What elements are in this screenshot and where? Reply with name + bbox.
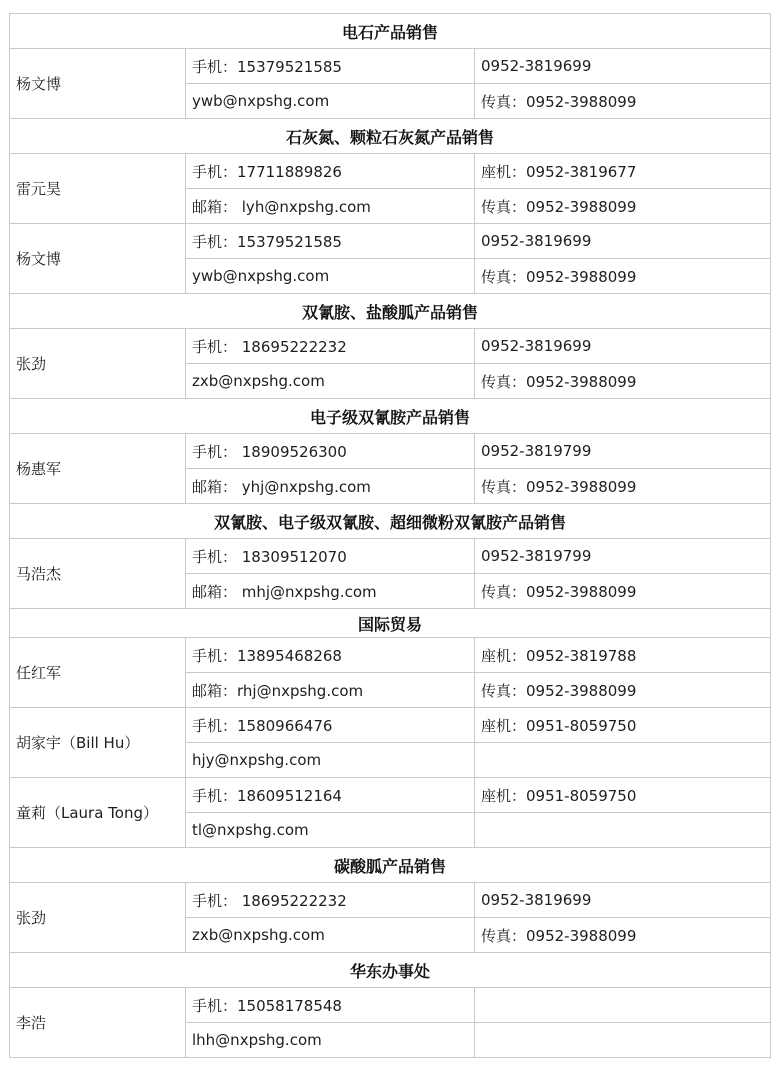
mobile-cell: 手机：15379521585	[186, 49, 475, 84]
section-title: 华东办事处	[10, 953, 771, 988]
landline-cell	[475, 988, 771, 1023]
section-title: 石灰氮、颗粒石灰氮产品销售	[10, 119, 771, 154]
section-header-row	[10, 504, 771, 539]
email-cell: 邮箱： lyh@nxpshg.com	[186, 189, 475, 224]
contact-name: 杨文博	[10, 49, 186, 119]
email-cell: lhh@nxpshg.com	[186, 1023, 475, 1058]
mobile-cell: 手机：13895468268	[186, 638, 475, 673]
landline-cell: 0952-3819799	[475, 539, 771, 574]
section-title: 双氰胺、电子级双氰胺、超细微粉双氰胺产品销售	[10, 504, 771, 539]
mobile-cell: 手机：15379521585	[186, 224, 475, 259]
fax-cell: 传真：0952-3988099	[475, 189, 771, 224]
section-header-row	[10, 953, 771, 988]
contact-row	[10, 154, 771, 189]
email-cell: ywb@nxpshg.com	[186, 84, 475, 119]
landline-cell: 座机：0952-3819677	[475, 154, 771, 189]
section-header-row	[10, 399, 771, 434]
landline-cell: 0952-3819699	[475, 883, 771, 918]
section-header-row	[10, 609, 771, 638]
email-cell: 邮箱： mhj@nxpshg.com	[186, 574, 475, 609]
contact-row	[10, 224, 771, 259]
contact-row	[10, 638, 771, 673]
section-header-row	[10, 848, 771, 883]
fax-cell	[475, 743, 771, 778]
section-title: 双氰胺、盐酸胍产品销售	[10, 294, 771, 329]
contact-name: 童莉（Laura Tong）	[10, 778, 186, 848]
fax-cell: 传真：0952-3988099	[475, 574, 771, 609]
section-title: 碳酸胍产品销售	[10, 848, 771, 883]
mobile-cell: 手机：18609512164	[186, 778, 475, 813]
fax-cell: 传真：0952-3988099	[475, 918, 771, 953]
contact-name: 胡家宇（Bill Hu）	[10, 708, 186, 778]
landline-cell: 0952-3819699	[475, 224, 771, 259]
email-cell: zxb@nxpshg.com	[186, 364, 475, 399]
contact-name: 李浩	[10, 988, 186, 1058]
landline-cell: 座机：0951-8059750	[475, 708, 771, 743]
email-cell: hjy@nxpshg.com	[186, 743, 475, 778]
mobile-cell: 手机：1580966476	[186, 708, 475, 743]
contact-row	[10, 708, 771, 743]
mobile-cell: 手机： 18695222232	[186, 329, 475, 364]
contact-row	[10, 49, 771, 84]
contact-row	[10, 434, 771, 469]
landline-cell: 座机：0952-3819788	[475, 638, 771, 673]
contact-table-container	[9, 13, 771, 1058]
section-header-row	[10, 294, 771, 329]
contact-name: 雷元昊	[10, 154, 186, 224]
mobile-cell: 手机：17711889826	[186, 154, 475, 189]
section-title: 电石产品销售	[10, 14, 771, 49]
contact-name: 张劲	[10, 883, 186, 953]
contact-row	[10, 883, 771, 918]
contact-name: 杨文博	[10, 224, 186, 294]
mobile-cell: 手机：15058178548	[186, 988, 475, 1023]
email-cell: zxb@nxpshg.com	[186, 918, 475, 953]
email-cell: ywb@nxpshg.com	[186, 259, 475, 294]
mobile-cell: 手机： 18909526300	[186, 434, 475, 469]
section-header-row	[10, 119, 771, 154]
table-body	[10, 14, 771, 1058]
mobile-cell: 手机： 18695222232	[186, 883, 475, 918]
fax-cell: 传真：0952-3988099	[475, 84, 771, 119]
contact-name: 马浩杰	[10, 539, 186, 609]
section-title: 国际贸易	[10, 609, 771, 638]
sales-contact-table	[9, 13, 771, 1058]
fax-cell: 传真：0952-3988099	[475, 469, 771, 504]
contact-row	[10, 329, 771, 364]
section-title: 电子级双氰胺产品销售	[10, 399, 771, 434]
fax-cell	[475, 813, 771, 848]
landline-cell: 0952-3819699	[475, 329, 771, 364]
contact-row	[10, 778, 771, 813]
landline-cell: 0952-3819699	[475, 49, 771, 84]
email-cell: tl@nxpshg.com	[186, 813, 475, 848]
contact-name: 杨惠军	[10, 434, 186, 504]
fax-cell: 传真：0952-3988099	[475, 364, 771, 399]
contact-row	[10, 988, 771, 1023]
fax-cell: 传真：0952-3988099	[475, 673, 771, 708]
mobile-cell: 手机： 18309512070	[186, 539, 475, 574]
landline-cell: 座机：0951-8059750	[475, 778, 771, 813]
contact-name: 张劲	[10, 329, 186, 399]
fax-cell: 传真：0952-3988099	[475, 259, 771, 294]
fax-cell	[475, 1023, 771, 1058]
section-header-row	[10, 14, 771, 49]
contact-name: 任红军	[10, 638, 186, 708]
landline-cell: 0952-3819799	[475, 434, 771, 469]
email-cell: 邮箱：rhj@nxpshg.com	[186, 673, 475, 708]
contact-row	[10, 539, 771, 574]
email-cell: 邮箱： yhj@nxpshg.com	[186, 469, 475, 504]
